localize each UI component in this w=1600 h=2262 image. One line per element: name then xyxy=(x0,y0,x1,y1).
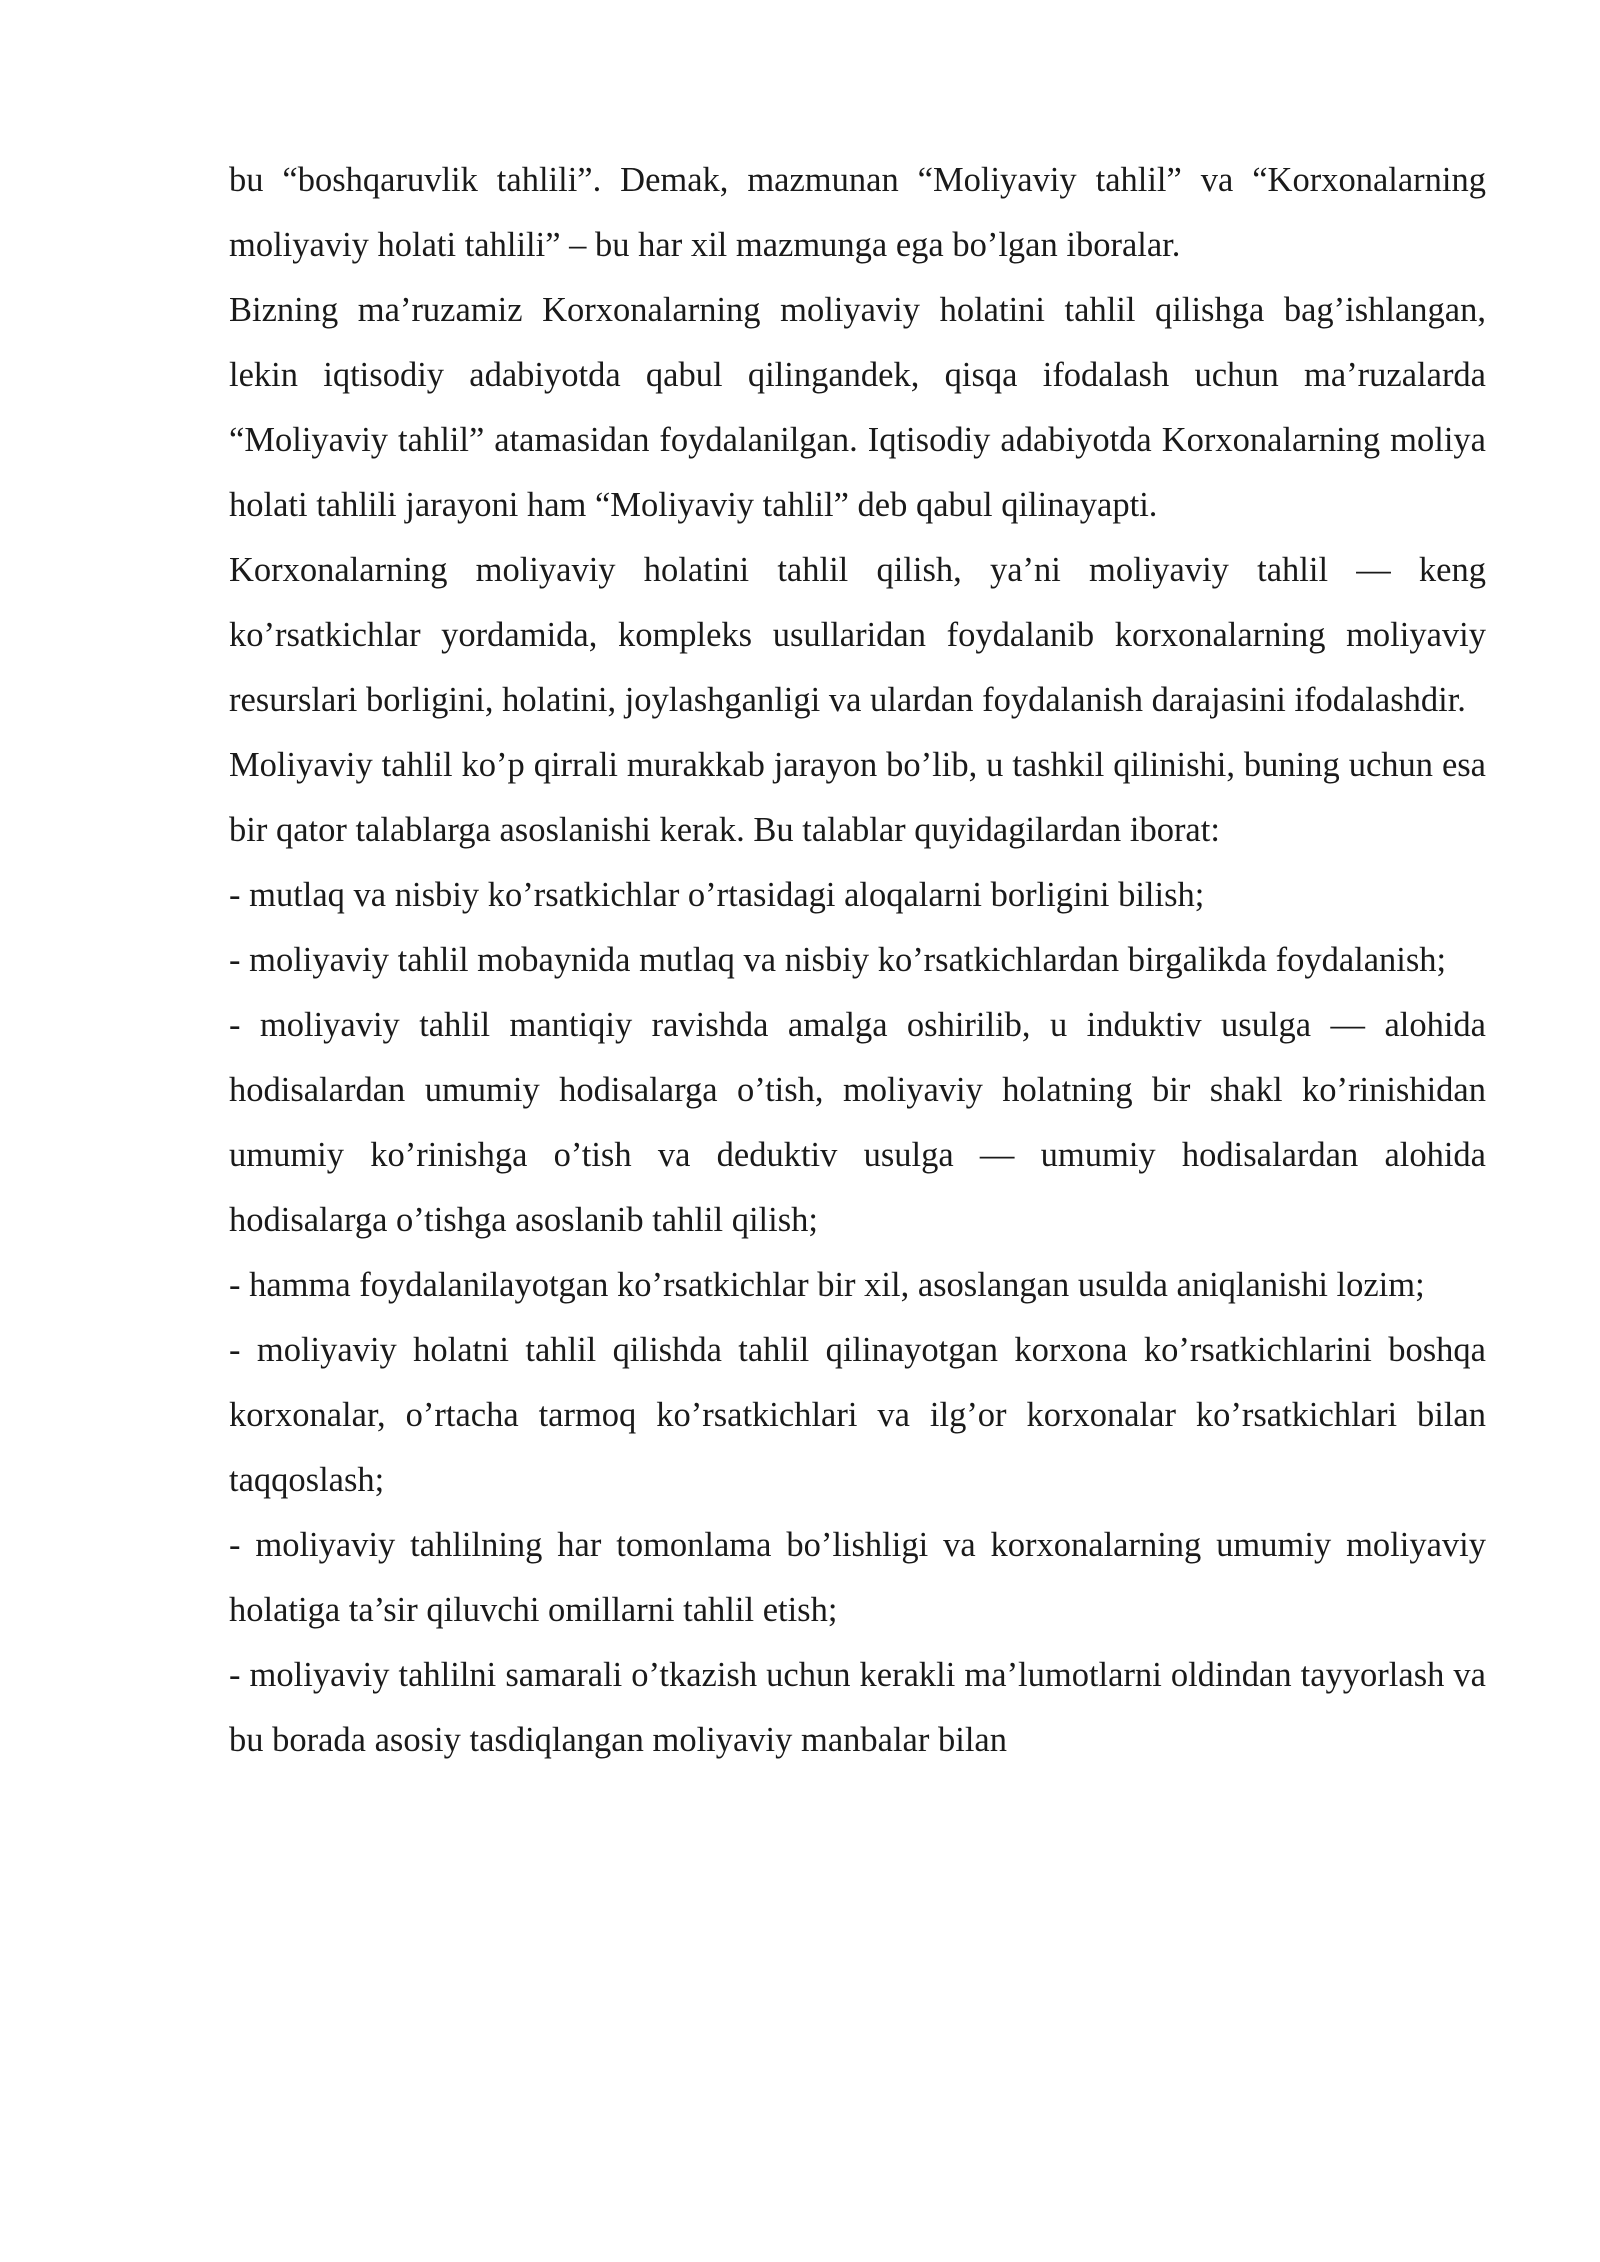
paragraph-2: Bizning ma’ruzamiz Korxonalarning moliyaviy holatini tahlil qilishga bag’ishlangan, lekin iqtisodiy adabiyotda qabul qilingandek, qisqa ifodalash uchun ma’ruzalarda “Moliyaviy tahlil” atamasidan foydalanilgan. Iqtisodiy adabiyotda Korxonalarning moliya holati tahlili jarayoni ham “Moliyaviy tahlil” deb qabul qilinayapti. xyxy=(229,291,1486,524)
document-body xyxy=(229,148,1486,1773)
list-item-3: - moliyaviy tahlil mantiqiy ravishda amalga oshirilib, u induktiv usulga — alohida hodisalardan umumiy hodisalarga o’tish, moliyaviy holatning bir shakl ko’rinishidan umumiy ko’rinishga o’tish va deduktiv usulga — umumiy hodisalardan alohida hodisalarga o’tishga asoslanib tahlil qilish; xyxy=(229,1006,1486,1239)
list-item-5: - moliyaviy holatni tahlil qilishda tahlil qilinayotgan korxona ko’rsatkichlarini boshqa korxonalar, o’rtacha tarmoq ko’rsatkichlari va ilg’or korxonalar ko’rsatkichlari bilan taqqoslash; xyxy=(229,1331,1486,1499)
paragraph-3: Korxonalarning moliyaviy holatini tahlil qilish, ya’ni moliyaviy tahlil — keng ko’rsatkichlar yordamida, kompleks usullaridan foydalanib korxonalarning moliyaviy resurslari borligini, holatini, joylashganligi va ulardan foydalanish darajasini ifodalashdir. xyxy=(229,551,1486,719)
list-item-7: - moliyaviy tahlilni samarali o’tkazish uchun kerakli ma’lumotlarni oldindan tayyorlash va bu borada asosiy tasdiqlangan moliyaviy manbalar bilan xyxy=(229,1656,1486,1759)
paragraph-1: bu “boshqaruvlik tahlili”. Demak, mazmunan “Moliyaviy tahlil” va “Korxonalarning moliyaviy holati tahlili” – bu har xil mazmunga ega bo’lgan iboralar. xyxy=(229,161,1486,264)
list-item-1: - mutlaq va nisbiy ko’rsatkichlar o’rtasidagi aloqalarni borligini bilish; xyxy=(229,876,1205,914)
paragraph-4: Moliyaviy tahlil ko’p qirrali murakkab jarayon bo’lib, u tashkil qilinishi, buning uchun esa bir qator talablarga asoslanishi kerak. Bu talablar quyidagilardan iborat: xyxy=(229,746,1486,849)
list-item-6: - moliyaviy tahlilning har tomonlama bo’lishligi va korxonalarning umumiy moliyaviy holatiga ta’sir qiluvchi omillarni tahlil etish; xyxy=(229,1526,1486,1629)
list-item-4: - hamma foydalanilayotgan ko’rsatkichlar bir xil, asoslangan usulda aniqlanishi lozim; xyxy=(229,1266,1425,1304)
list-item-2: - moliyaviy tahlil mobaynida mutlaq va nisbiy ko’rsatkichlardan birgalikda foydalanish; xyxy=(229,941,1447,979)
